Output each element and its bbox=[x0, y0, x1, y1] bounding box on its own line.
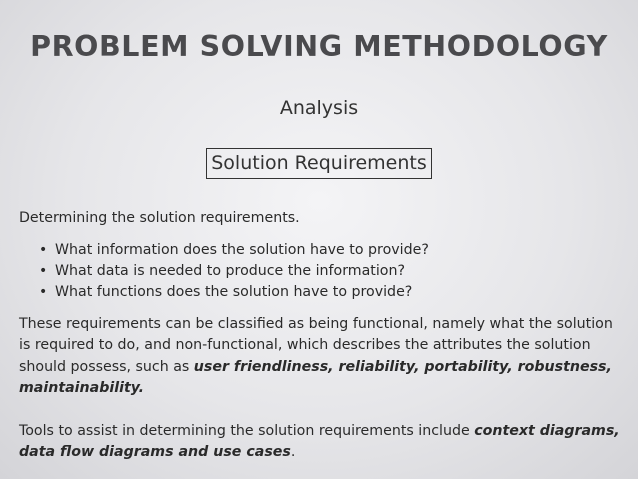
bullet-icon: • bbox=[39, 241, 48, 258]
bullet-list bbox=[19, 240, 625, 303]
bullet-text: What data is needed to produce the information? bbox=[55, 262, 405, 279]
slide-title: PROBLEM SOLVING METHODOLOGY bbox=[30, 30, 608, 63]
requirements-text: These requirements can be classified as being functional, namely what the solution is required to do, and non-functional, which describes the attributes the solution should possess, such as bbox=[19, 315, 613, 375]
bullet-item bbox=[19, 282, 625, 303]
non-functional-attributes: user friendliness, reliability, portability, robustness, maintainability. bbox=[19, 358, 612, 396]
boxed-heading: Solution Requirements bbox=[206, 148, 432, 179]
bullet-icon: • bbox=[39, 262, 48, 279]
tools-period: . bbox=[290, 444, 296, 460]
tools-paragraph bbox=[19, 421, 625, 464]
tools-text: Tools to assist in determining the solution requirements include bbox=[19, 422, 475, 439]
bullet-item bbox=[19, 240, 625, 261]
paragraph-spacer bbox=[19, 400, 625, 421]
bullet-icon: • bbox=[39, 283, 48, 300]
bullet-item bbox=[19, 261, 625, 282]
boxed-heading-container bbox=[0, 148, 638, 179]
tools-list: context diagrams, data flow diagrams and use cases bbox=[19, 422, 620, 460]
slide-body bbox=[19, 208, 625, 464]
bullet-text: What information does the solution have to provide? bbox=[55, 241, 429, 258]
bullet-text: What functions does the solution have to provide? bbox=[55, 283, 413, 300]
requirements-paragraph bbox=[19, 314, 625, 400]
intro-text: Determining the solution requirements. bbox=[19, 210, 300, 226]
slide-subtitle: Analysis bbox=[279, 97, 359, 119]
